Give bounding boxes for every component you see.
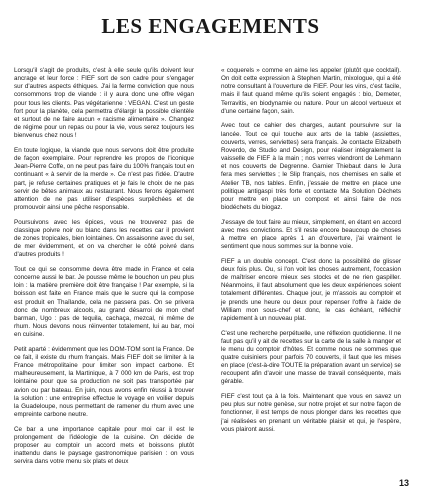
paragraph: Petit aparté : évidemment que les DOM-TOM sont la France. De ce fait, il existe du rhum français. Mais FIEF doit se limiter à la France métropolitaine pour limiter son impact carbone. Et malheureusement, la Martinique, à 7 000 km de Paris, est trop lointaine pour que sa production ne soit pas transportée par avion ou par bateau. En juin, nous avons enfin réussi à trouver la solution : une entreprise effectue le voyage en voilier depuis la Guadeloupe, nous permettant de ramener du rhum avec une empreinte carbone neutre.	[14, 345, 194, 419]
paragraph: En toute logique, la viande que nous servons doit être produite de façon exemplaire. Pour reprendre les propos de l'iconique Jean-Pierre Coffe, on ne peut pas faire du 100% français tout en continuant « à servir de la merde ». Ce n'est pas l'idée. D'autre part, je refuse certaines pratiques et je fais le choix de ne pas servir de bêtes animaux au restaurant. Nous ferons également attention de ne pas utiliser d'espèces surpêchées et de promouvoir ainsi une pêche responsable.	[14, 146, 194, 211]
page-number: 13	[398, 478, 409, 488]
right-column	[221, 67, 401, 440]
paragraph: C'est une recherche perpétuelle, une réflexion quotidienne. Il ne faut pas qu'il y ait de recettes sur la carte de la salle à manger et le menu du comptoir d'hôtes. Et comme nous ne sommes que quatre cuisiniers pour parfois 70 couverts, il faut que les mises en place (c'est-à-dire TOUTE la préparation avant un service) se recoupent afin d'avoir une masse de travail conséquente, mais gérable.	[221, 329, 401, 386]
paragraph: Lorsqu'il s'agit de produits, c'est à elle seule qu'ils doivent leur ancrage et leur force : FIEF sort de son cadre pour s'engager sur d'autres aspects éthiques. J'ai la ferme conviction que nous consommons trop de viande : il y aura donc une offre végan pour tous les clients. Pas végétarienne : VEGAN. C'est un geste fort pour la planète, cela permettra d'élargir la possible clientèle et surtout de ne faire aucun « racisme alimentaire ». Changez de régime pour un repas ou pour la vie, vous serez toujours les bienvenus chez nous !	[14, 67, 194, 140]
paragraph: Poursuivons avec les épices, vous ne trouverez pas de classique poivre noir ou blanc dans les recettes car il provient de zones tropicales, bien lointaines. On assaisonne avec du sel, de mer évidemment, et on va chercher le côté poivré dans d'autres produits !	[14, 218, 194, 259]
left-column	[14, 67, 194, 473]
paragraph: J'essaye de tout faire au mieux, simplement, en étant en accord avec mes convictions. Et s'il reste encore beaucoup de choses à mettre en place après 1 an d'ouverture, j'ai vraiment le sentiment que nous sommes sur la bonne voie.	[221, 218, 401, 251]
paragraph: Ce bar a une importance capitale pour moi car il est le prolongement de l'idéologie de la cuisine. On décide de proposer au comptoir un accord mets et boissons plutôt inattendu dans le paysage gastronomique parisien : on vous servira dans votre menu six plats et deux	[14, 425, 194, 466]
paragraph: Tout ce qui se consomme devra être made in France et cela concerne aussi le bar. Je pousse même le bouchon un peu plus loin : la matière première doit être française ! Par exemple, si la boisson est faite en France mais que le sucre qui la compose est produit en Thaïlande, cela ne passera pas. On se privera donc de nombreux alcools, au grand désarroi de mon chef barman, Ugo : pas de tequila, cachaça, mezcal, ni même de rhum. Nous devons nous réinventer totalement, lui au bar, moi en cuisine.	[14, 265, 194, 339]
paragraph: Avec tout ce cahier des charges, autant poursuivre sur la lancée. Tout ce qui touche aux arts de la table (assiettes, couverts, verres, serviettes) sera français. Je contacte Elizabeth Roverdo, de Studio and Design, pour réaliser intégralement la vaisselle de FIEF à la main ; nos verres viendront de Lehmann et nos couverts de Degrenne. Garnier Thiebaut dans le Jura fera mes serviettes ; le Slip français, nos chemises en salle et Atelier TB, nos tables. Enfin, j'essaie de mettre en place une politique antigaspi très forte et contacte Ma Solution Déchets pour mettre en place un compost et ainsi faire de nos biodéchets du biogaz.	[221, 122, 401, 211]
page-title: LES ENGAGEMENTS	[101, 14, 320, 38]
paragraph: « coquerels » comme en aime les appeler (plutôt que cocktail). On doit cette expression à Stephen Martin, mixologue, qui a été notre consultant à l'ouverture de FIEF. Pour les vins, c'est facile, mais il faut quand même qu'ils soient engagés : bio, Demeter, Terravitis, en biodynamie ou nature. Pour un alcool vertueux et d'une certaine façon, sain.	[221, 67, 401, 115]
paragraph: FIEF c'est tout ça à la fois. Maintenant que vous en savez un peu plus sur notre genèse, sur notre projet et sur notre façon de fonctionner, il est temps de nous plonger dans les recettes que j'ai réalisées en prenant un véritable plaisir et qui, je l'espère, vous plairont aussi.	[221, 393, 401, 433]
paragraph: FIEF a un double concept. C'est donc la possibilité de glisser deux fois plus. Ou, si l'on voit les choses autrement, l'occasion de maîtriser encore mieux ses stocks et de ne rien gaspiller. Néanmoins, il faut absolument que les deux expériences soient totalement différentes. Chaque jour, je m'assois au comptoir et je prends une heure ou deux pour repenser l'offre à l'aide de William mon sous-chef et donc, le cas échéant, réfléchir rapidement à un nouveau plat.	[221, 257, 401, 322]
